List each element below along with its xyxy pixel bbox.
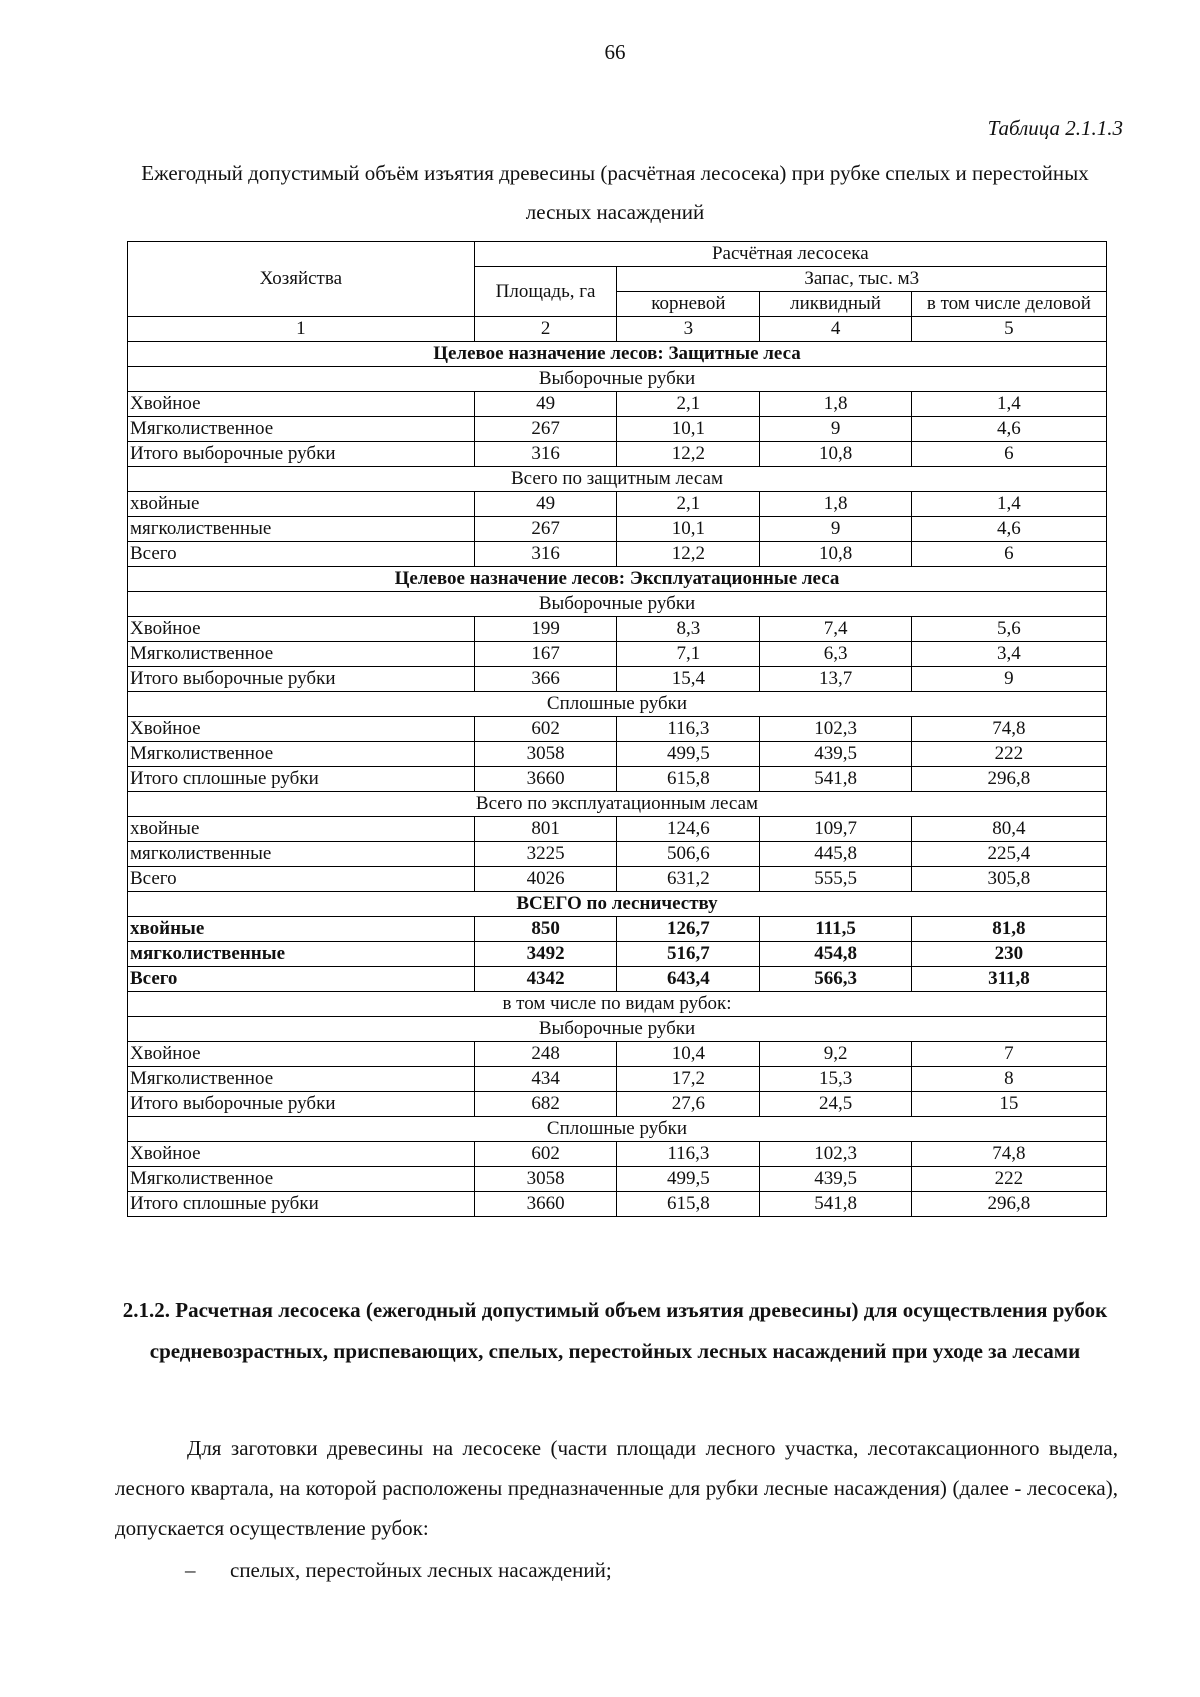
section-title: Сплошные рубки	[128, 1117, 1107, 1142]
section-title: Всего по эксплуатационным лесам	[128, 792, 1107, 817]
table-header	[128, 242, 1107, 342]
table-row	[128, 617, 1107, 642]
business-stock-cell: 1,4	[911, 392, 1106, 417]
root-stock-cell: 8,3	[617, 617, 760, 642]
row-label: Хвойное	[128, 617, 475, 642]
section-title: Выборочные рубки	[128, 1017, 1107, 1042]
liquid-stock-cell: 454,8	[760, 942, 912, 967]
business-stock-cell: 80,4	[911, 817, 1106, 842]
liquid-stock-cell: 9	[760, 517, 912, 542]
liquid-stock-cell: 7,4	[760, 617, 912, 642]
area-cell: 49	[474, 492, 617, 517]
row-label: Итого выборочные рубки	[128, 667, 475, 692]
section-row	[128, 892, 1107, 917]
root-stock-cell: 506,6	[617, 842, 760, 867]
row-label: мягколиственные	[128, 942, 475, 967]
root-stock-cell: 643,4	[617, 967, 760, 992]
business-stock-cell: 81,8	[911, 917, 1106, 942]
liquid-stock-cell: 10,8	[760, 442, 912, 467]
liquid-stock-cell: 109,7	[760, 817, 912, 842]
section-row	[128, 1117, 1107, 1142]
row-label: Хвойное	[128, 1142, 475, 1167]
section-row	[128, 1017, 1107, 1042]
area-cell: 602	[474, 1142, 617, 1167]
section-row	[128, 567, 1107, 592]
area-cell: 3058	[474, 1167, 617, 1192]
section-title: Целевое назначение лесов: Защитные леса	[128, 342, 1107, 367]
page-number: 66	[604, 40, 626, 64]
table-row	[128, 1167, 1107, 1192]
liquid-stock-cell: 1,8	[760, 392, 912, 417]
table-row	[128, 517, 1107, 542]
header-area: Площадь, га	[474, 267, 617, 317]
liquid-stock-cell: 1,8	[760, 492, 912, 517]
business-stock-cell: 15	[911, 1092, 1106, 1117]
root-stock-cell: 126,7	[617, 917, 760, 942]
table-row	[128, 392, 1107, 417]
root-stock-cell: 631,2	[617, 867, 760, 892]
row-label: Хвойное	[128, 1042, 475, 1067]
table-title: Ежегодный допустимый объём изъятия древесины (расчётная лесосека) при рубке спелых и перестойных лесных насаждений	[141, 161, 1089, 224]
business-stock-cell: 9	[911, 667, 1106, 692]
root-stock-cell: 516,7	[617, 942, 760, 967]
area-cell: 850	[474, 917, 617, 942]
section-row	[128, 692, 1107, 717]
liquid-stock-cell: 566,3	[760, 967, 912, 992]
root-stock-cell: 15,4	[617, 667, 760, 692]
row-label: Итого сплошные рубки	[128, 1192, 475, 1217]
business-stock-cell: 1,4	[911, 492, 1106, 517]
root-stock-cell: 499,5	[617, 1167, 760, 1192]
business-stock-cell: 4,6	[911, 517, 1106, 542]
row-label: мягколиственные	[128, 517, 475, 542]
row-label: Хвойное	[128, 392, 475, 417]
section-row	[128, 792, 1107, 817]
section-title: Всего по защитным лесам	[128, 467, 1107, 492]
section-heading: 2.1.2. Расчетная лесосека (ежегодный допустимый объем изъятия древесины) для осуществления рубок средневозрастных, приспевающих, спелых, перестойных лесных насаждений при уходе за лесами	[122, 1298, 1108, 1363]
table-row	[128, 542, 1107, 567]
header-col-number: 5	[911, 317, 1106, 342]
root-stock-cell: 10,1	[617, 417, 760, 442]
table-row	[128, 817, 1107, 842]
header-business: в том числе деловой	[911, 292, 1106, 317]
area-cell: 4342	[474, 967, 617, 992]
header-col-number: 2	[474, 317, 617, 342]
root-stock-cell: 10,1	[617, 517, 760, 542]
table-row	[128, 442, 1107, 467]
table-row	[128, 1092, 1107, 1117]
area-cell: 199	[474, 617, 617, 642]
section-row	[128, 467, 1107, 492]
business-stock-cell: 7	[911, 1042, 1106, 1067]
table-row	[128, 1192, 1107, 1217]
row-label: Мягколиственное	[128, 417, 475, 442]
area-cell: 3225	[474, 842, 617, 867]
bullet-marker: –	[185, 1558, 196, 1582]
header-group: Расчётная лесосека	[474, 242, 1106, 267]
area-cell: 434	[474, 1067, 617, 1092]
root-stock-cell: 17,2	[617, 1067, 760, 1092]
liquid-stock-cell: 439,5	[760, 742, 912, 767]
section-title: Выборочные рубки	[128, 367, 1107, 392]
liquid-stock-cell: 541,8	[760, 1192, 912, 1217]
liquid-stock-cell: 445,8	[760, 842, 912, 867]
area-cell: 3660	[474, 1192, 617, 1217]
header-root: корневой	[617, 292, 760, 317]
area-cell: 3660	[474, 767, 617, 792]
liquid-stock-cell: 15,3	[760, 1067, 912, 1092]
liquid-stock-cell: 13,7	[760, 667, 912, 692]
area-cell: 167	[474, 642, 617, 667]
row-label: Хвойное	[128, 717, 475, 742]
area-cell: 248	[474, 1042, 617, 1067]
table-row	[128, 967, 1107, 992]
root-stock-cell: 615,8	[617, 1192, 760, 1217]
business-stock-cell: 230	[911, 942, 1106, 967]
root-stock-cell: 27,6	[617, 1092, 760, 1117]
header-farms: Хозяйства	[128, 242, 475, 317]
root-stock-cell: 2,1	[617, 492, 760, 517]
row-label: Итого выборочные рубки	[128, 442, 475, 467]
row-label: хвойные	[128, 917, 475, 942]
liquid-stock-cell: 102,3	[760, 717, 912, 742]
area-cell: 801	[474, 817, 617, 842]
liquid-stock-cell: 10,8	[760, 542, 912, 567]
business-stock-cell: 74,8	[911, 1142, 1106, 1167]
section-title: Выборочные рубки	[128, 592, 1107, 617]
header-liquid: ликвидный	[760, 292, 912, 317]
row-label: Мягколиственное	[128, 642, 475, 667]
allowable-cut-table	[127, 241, 1107, 1217]
business-stock-cell: 5,6	[911, 617, 1106, 642]
area-cell: 366	[474, 667, 617, 692]
bullet-text: спелых, перестойных лесных насаждений;	[230, 1558, 612, 1582]
table-row	[128, 742, 1107, 767]
table-row	[128, 642, 1107, 667]
liquid-stock-cell: 111,5	[760, 917, 912, 942]
area-cell: 682	[474, 1092, 617, 1117]
row-label: Итого выборочные рубки	[128, 1092, 475, 1117]
root-stock-cell: 116,3	[617, 717, 760, 742]
liquid-stock-cell: 439,5	[760, 1167, 912, 1192]
liquid-stock-cell: 102,3	[760, 1142, 912, 1167]
row-label: Мягколиственное	[128, 1167, 475, 1192]
row-label: хвойные	[128, 492, 475, 517]
business-stock-cell: 296,8	[911, 767, 1106, 792]
section-title: Сплошные рубки	[128, 692, 1107, 717]
row-label: Всего	[128, 867, 475, 892]
row-label: хвойные	[128, 817, 475, 842]
area-cell: 316	[474, 542, 617, 567]
root-stock-cell: 615,8	[617, 767, 760, 792]
header-col-number: 4	[760, 317, 912, 342]
root-stock-cell: 7,1	[617, 642, 760, 667]
table-row	[128, 842, 1107, 867]
liquid-stock-cell: 9,2	[760, 1042, 912, 1067]
business-stock-cell: 311,8	[911, 967, 1106, 992]
table-label: Таблица 2.1.1.3	[987, 116, 1123, 140]
root-stock-cell: 124,6	[617, 817, 760, 842]
table-row	[128, 942, 1107, 967]
table-row	[128, 767, 1107, 792]
row-label: Мягколиственное	[128, 742, 475, 767]
root-stock-cell: 12,2	[617, 542, 760, 567]
section-row	[128, 367, 1107, 392]
area-cell: 267	[474, 417, 617, 442]
table-row	[128, 1042, 1107, 1067]
row-label: мягколиственные	[128, 842, 475, 867]
area-cell: 3492	[474, 942, 617, 967]
header-col-number: 3	[617, 317, 760, 342]
section-row	[128, 992, 1107, 1017]
section-row	[128, 342, 1107, 367]
business-stock-cell: 4,6	[911, 417, 1106, 442]
row-label: Мягколиственное	[128, 1067, 475, 1092]
section-title: Целевое назначение лесов: Эксплуатационные леса	[128, 567, 1107, 592]
liquid-stock-cell: 541,8	[760, 767, 912, 792]
area-cell: 3058	[474, 742, 617, 767]
bullet-item	[185, 1550, 612, 1590]
root-stock-cell: 10,4	[617, 1042, 760, 1067]
liquid-stock-cell: 9	[760, 417, 912, 442]
body-paragraph: Для заготовки древесины на лесосеке (части площади лесного участка, лесотаксационного выдела, лесного квартала, на которой расположены предназначенные для рубки лесные насаждения) (далее - лесосека), допускается осуществление рубок:	[115, 1436, 1118, 1540]
section-title: в том числе по видам рубок:	[128, 992, 1107, 1017]
root-stock-cell: 12,2	[617, 442, 760, 467]
area-cell: 316	[474, 442, 617, 467]
area-cell: 267	[474, 517, 617, 542]
area-cell: 602	[474, 717, 617, 742]
table-row	[128, 417, 1107, 442]
section-row	[128, 592, 1107, 617]
table-row	[128, 492, 1107, 517]
table-row	[128, 667, 1107, 692]
business-stock-cell: 222	[911, 1167, 1106, 1192]
table-row	[128, 867, 1107, 892]
business-stock-cell: 3,4	[911, 642, 1106, 667]
business-stock-cell: 222	[911, 742, 1106, 767]
table-row	[128, 717, 1107, 742]
business-stock-cell: 8	[911, 1067, 1106, 1092]
table-row	[128, 917, 1107, 942]
business-stock-cell: 6	[911, 442, 1106, 467]
row-label: Всего	[128, 967, 475, 992]
table-row	[128, 1142, 1107, 1167]
liquid-stock-cell: 555,5	[760, 867, 912, 892]
root-stock-cell: 2,1	[617, 392, 760, 417]
business-stock-cell: 6	[911, 542, 1106, 567]
area-cell: 49	[474, 392, 617, 417]
business-stock-cell: 305,8	[911, 867, 1106, 892]
table-body	[128, 342, 1107, 1217]
root-stock-cell: 499,5	[617, 742, 760, 767]
business-stock-cell: 74,8	[911, 717, 1106, 742]
liquid-stock-cell: 24,5	[760, 1092, 912, 1117]
header-col-number: 1	[128, 317, 475, 342]
business-stock-cell: 296,8	[911, 1192, 1106, 1217]
row-label: Всего	[128, 542, 475, 567]
liquid-stock-cell: 6,3	[760, 642, 912, 667]
business-stock-cell: 225,4	[911, 842, 1106, 867]
root-stock-cell: 116,3	[617, 1142, 760, 1167]
section-title: ВСЕГО по лесничеству	[128, 892, 1107, 917]
area-cell: 4026	[474, 867, 617, 892]
table-row	[128, 1067, 1107, 1092]
header-stock: Запас, тыс. м3	[617, 267, 1107, 292]
row-label: Итого сплошные рубки	[128, 767, 475, 792]
